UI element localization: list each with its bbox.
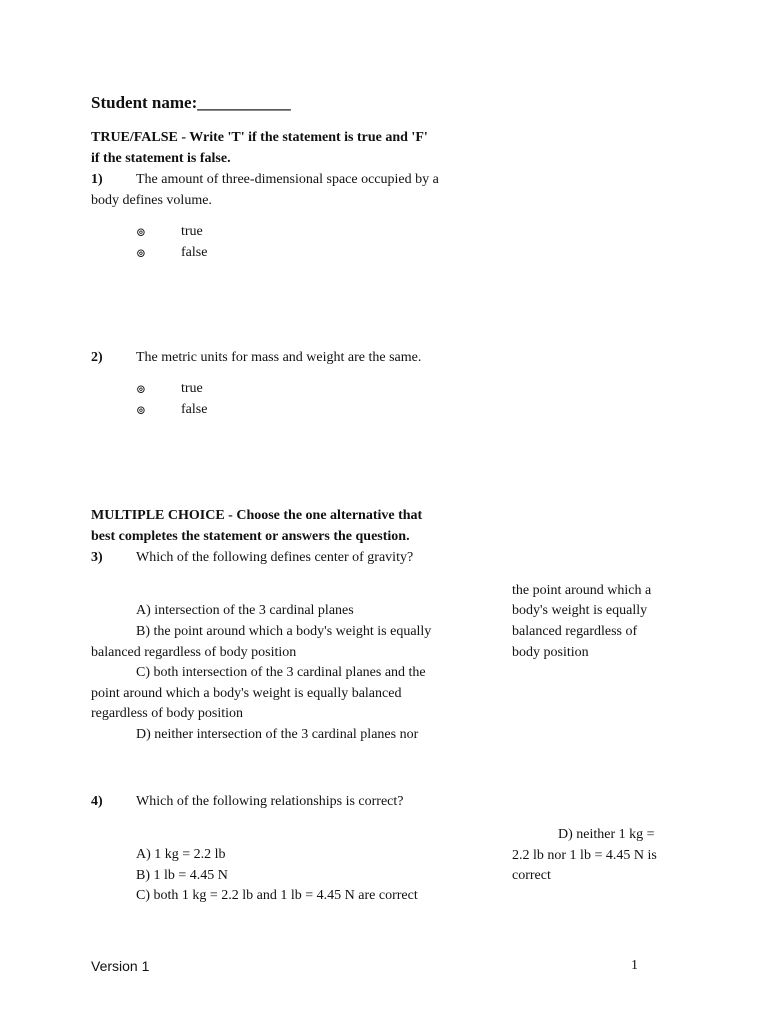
- question-3-option-b-line2[interactable]: balanced regardless of body position: [91, 645, 297, 660]
- question-3-option-b-line1[interactable]: B) the point around which a body's weight is equally: [136, 624, 432, 639]
- multiple-choice-header-line2: best completes the statement or answers the question.: [91, 529, 410, 544]
- truefalse-header-line2: if the statement is false.: [91, 151, 231, 166]
- question-4-option-a[interactable]: A) 1 kg = 2.2 lb: [136, 847, 226, 862]
- question-3-option-c-line2[interactable]: point around which a body's weight is equally balanced: [91, 686, 402, 701]
- question-1-text-line1: The amount of three-dimensional space occupied by a: [136, 172, 439, 187]
- question-3-option-a[interactable]: A) intersection of the 3 cardinal planes: [136, 603, 354, 618]
- option-true[interactable]: true: [181, 381, 203, 396]
- question-2-number: 2): [91, 350, 103, 365]
- question-4-option-b[interactable]: B) 1 lb = 4.45 N: [136, 868, 228, 883]
- truefalse-header-line1: TRUE/FALSE - Write 'T' if the statement is true and 'F': [91, 130, 428, 145]
- question-1-text-line2: body defines volume.: [91, 193, 212, 208]
- question-3-overflow-line: body's weight is equally: [512, 603, 648, 618]
- option-false[interactable]: false: [181, 245, 208, 260]
- question-4-text: Which of the following relationships is correct?: [136, 794, 404, 809]
- question-1-number: 1): [91, 172, 103, 187]
- radio-icon[interactable]: ⊚: [136, 246, 147, 260]
- question-3-option-c-line1[interactable]: C) both intersection of the 3 cardinal planes and the: [136, 665, 426, 680]
- radio-icon[interactable]: ⊚: [136, 225, 147, 239]
- question-4-number: 4): [91, 794, 103, 809]
- question-3-option-c-line3[interactable]: regardless of body position: [91, 706, 244, 721]
- question-3-number: 3): [91, 550, 103, 565]
- question-3-option-d[interactable]: D) neither intersection of the 3 cardinal planes nor: [136, 727, 419, 742]
- question-4-option-d-line2[interactable]: 2.2 lb nor 1 lb = 4.45 N is: [512, 848, 657, 863]
- question-3-overflow-line: the point around which a: [512, 583, 652, 598]
- student-name-field: Student name:___________: [91, 93, 291, 112]
- question-2-text: The metric units for mass and weight are the same.: [136, 350, 422, 365]
- question-4-option-d-line1[interactable]: D) neither 1 kg =: [558, 827, 655, 842]
- multiple-choice-header-line1: MULTIPLE CHOICE - Choose the one alternative that: [91, 508, 423, 523]
- question-3-overflow-line: balanced regardless of: [512, 624, 638, 639]
- option-false[interactable]: false: [181, 402, 208, 417]
- question-4-option-c[interactable]: C) both 1 kg = 2.2 lb and 1 lb = 4.45 N are correct: [136, 888, 418, 903]
- question-4-option-d-line3[interactable]: correct: [512, 868, 551, 883]
- footer-version: Version 1: [91, 958, 150, 974]
- radio-icon[interactable]: ⊚: [136, 403, 147, 417]
- page-number: 1: [631, 958, 638, 973]
- question-3-text: Which of the following defines center of gravity?: [136, 550, 414, 565]
- radio-icon[interactable]: ⊚: [136, 382, 147, 396]
- question-3-overflow-line: body position: [512, 645, 589, 660]
- option-true[interactable]: true: [181, 224, 203, 239]
